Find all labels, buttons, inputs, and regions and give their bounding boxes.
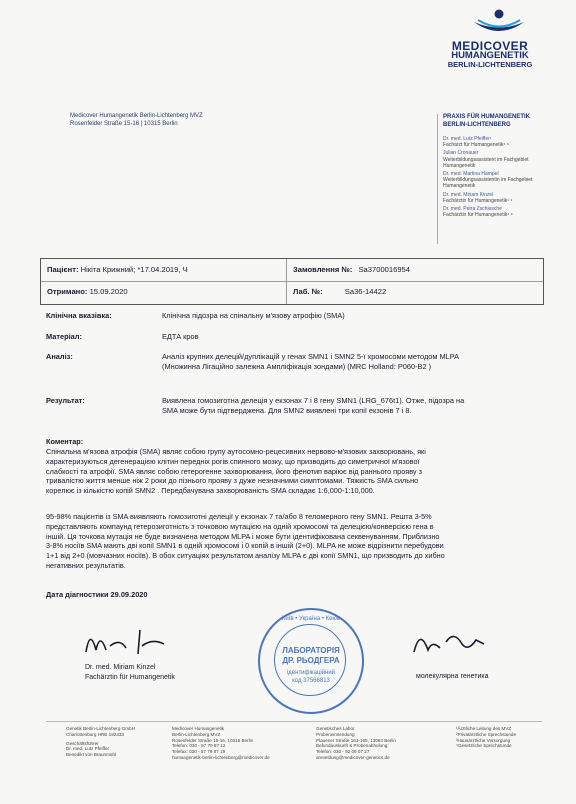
diagnosis-date: Дата діагностики 29.09.2020 (46, 590, 148, 599)
footer-line: Telefon: 030 - 57 79 87 12 (172, 743, 226, 749)
lab-value: Sa36-14422 (344, 287, 387, 296)
clinical-value: Клінічна підозра на спінальну м'язову атрофію (SMA) (162, 311, 345, 320)
comment-label: Коментар: (46, 437, 84, 446)
staff-role: Weiterbildungsassistentin im Fachgebiet Humangenetik (443, 177, 533, 190)
patient-value: Нікіта Крижний; *17.04.2019, Ч (80, 265, 188, 274)
staff-heading (443, 114, 553, 129)
staff-role: Facharzt für Humangenetik⁴ ⁶ (443, 142, 509, 149)
order-label: Замовлення №: (293, 265, 353, 274)
comment-line: 3-8% носіїв SMA мають дві копії SMN1 в одній хромосомі і 0 копій в іншій (2+0). MLPA не може відрізнити перебудови (46, 541, 444, 551)
lab-row (293, 287, 386, 296)
staff-name: Dr. med. Miriam Kinzel (443, 191, 494, 198)
footer-line: Medicover Humangenetik (172, 726, 225, 731)
comment-line: характеризуються дегенерацією клітин передніх рогів спинного мозку, що призводить до симетричної м'язової (46, 456, 420, 466)
footer-email[interactable]: anmeldung@medicover-genetics.de (316, 754, 390, 760)
footer-divider (46, 721, 542, 722)
left-signer-name: Dr. med. Miriam Kinzel (85, 664, 156, 671)
stamp-middle2: ДР. РЬОДГЕРА (282, 656, 340, 665)
left-signer-title: Fachärztin für Humangenetik (85, 674, 175, 681)
material-value: ЕДТА кров (162, 332, 199, 341)
comment-line: Спінальна м'язова атрофія (SMA) являє собою групу аутосомно-рецесивних нервово-м'язових захворювань, які (46, 447, 426, 456)
order-value: Sa3700016954 (358, 265, 411, 274)
received-row (47, 287, 128, 296)
stamp-code: код 37566813 (292, 678, 330, 684)
comment-line: тривалістю життя менше ніж 2 роки до пізнього прояву з дуже незначними симптомами. Тяжкість SMA сильно (46, 476, 419, 486)
stamp-top: Київ • Україна • Кеюв (281, 616, 341, 622)
footer-col1 (66, 726, 135, 758)
footer-line: Rosenfelder Straße 15-16, 10315 Berlin (172, 737, 254, 743)
footer-line: Geschäftsführer (66, 740, 99, 746)
patient-row (47, 265, 188, 274)
lab-label: Лаб. №: (293, 287, 323, 296)
sender-line1: Medicover Humangenetik Berlin-Lichtenberg MVZ (70, 113, 203, 119)
footer-line: Genetik Berlin-Lichtenberg GmbH (66, 726, 135, 731)
comment-paragraph-2 (46, 512, 542, 571)
footer-col2 (172, 726, 270, 761)
footer-line: ¹Ärztliche Leitung des MVZ (456, 726, 512, 731)
stamp-bottom: ідентифікаційний (286, 670, 336, 676)
staff-name: Dr. med. Petra Zschiesche (443, 206, 502, 213)
footer-line: Benedikt von Braunmühl (66, 752, 117, 758)
stamp-middle1: ЛАБОРАТОРІЯ (282, 646, 340, 655)
comment-line: негативних результатів. (46, 560, 126, 570)
brand-line2: HUMANGENETIK (451, 50, 529, 61)
staff-list (437, 114, 553, 244)
footer-line: Telefax: 030 - 57 79 87 19 (172, 749, 226, 755)
staff-name: Dr. med. Martina Hampel (443, 171, 499, 178)
analysis-label: Аналіз: (46, 352, 73, 361)
footer-email[interactable]: humangenetik-berlin-lichtenberg@medicover.de (172, 754, 270, 760)
footer-line: ³Hausärztliche Versorgung (456, 737, 511, 743)
footer-line: Plauener Straße 163-165, 13053 Berlin (316, 737, 396, 743)
clinical-label: Клінічна вказівка: (46, 311, 112, 320)
medicover-logo-icon (470, 6, 528, 40)
comment-line: слабкості та атрофії. SMA являє собою гетерогенне захворювання, його фенотип варіює від раннього прояву з (46, 466, 422, 476)
order-row (293, 265, 410, 274)
footer-line: Telefon: 030 - 92 09 07 27 (316, 749, 370, 755)
footer-line: ²Privatärztliche Sprechstunde (456, 731, 517, 737)
comment-line: 95-98% пацієнтів із SMA виявляють гомозиготні делеції у екзонах 7 та/або 8 теломерного гену SMN1. Решта 3-5% (46, 512, 432, 521)
analysis-line2: (Множинна Лігаційно залежна Ампліфікація зондами) (MRC Holland: P060-B2 ) (162, 362, 432, 371)
staff-heading-2: BERLIN-LICHTENBERG (443, 121, 511, 128)
staff-name: Dr. med. Lutz Pfeiffer¹ (443, 136, 492, 142)
patient-info-box (40, 258, 544, 305)
right-signer-title: молекулярна генетика (416, 673, 489, 680)
footer-line: Berlin-Lichtenberg MVZ (172, 731, 221, 737)
staff-name: Julian Cronauer (443, 150, 479, 157)
analysis-line1: Аналіз крупних делецій/дуплікацій у генах SMN1 і SMN2 5-ї хромосоми методом MLPA (162, 352, 460, 361)
footer-line: Befundauskunft & Probenabholung: (316, 743, 389, 749)
comment-line: іншій. Ця точкова мутація не буде визначена методом MLPA і може бути ідентифікована секвенуванням. Приблизно (46, 531, 440, 541)
lab-stamp (258, 608, 364, 714)
comment-line: представляють компаунд гетерозиготність з точковою мутацією на одній хромосомі та делецією/конверсією гена в (46, 521, 434, 531)
brand-line3: BERLIN-LICHTENBERG (447, 60, 533, 69)
brand-line1: MEDICOVER (451, 39, 529, 53)
result-label: Результат: (46, 396, 85, 405)
footer-col3 (316, 726, 396, 761)
staff-role: Fachärztin für Humangenetik¹ ⁴ (443, 197, 513, 204)
footer-line: Dr. med. Lutz Pfeiffer (66, 746, 110, 752)
footer-line: ⁴Gesetzliche Sprechstunde (456, 743, 512, 749)
right-signature (410, 622, 490, 658)
footer-col4 (456, 726, 516, 749)
brand-block (420, 39, 560, 69)
footer-line: Probeneinsendung (316, 731, 355, 737)
received-label: Отримано: (47, 287, 88, 296)
staff-role: Fachärztin für Humangenetik⁴ ⁶ (443, 212, 513, 219)
result-line2: SMA може бути підтверджена. Для SMN2 виявлені три копії екзонів 7 і 8. (162, 406, 412, 415)
received-value: 15.09.2020 (89, 287, 128, 296)
sender-line2: Rosenfelder Straße 15-16 | 10315 Berlin (70, 121, 178, 127)
staff-heading-1: PRAXIS FÜR HUMANGENETIK (443, 114, 531, 120)
patient-label: Пацієнт: (47, 265, 79, 274)
comment-line: корелює із кількістю копій SMN2 . Передбачувана захворюваність SMA складає 1:6,000-1:10,000. (46, 486, 375, 496)
comment-line: 1+1 від 2+0 (мовчазних носіїв). В обох ситуаціях результатом аналізу MLPA є дві копії SMN1, що призводить до хибно (46, 551, 445, 561)
left-signature (80, 620, 170, 660)
result-line1: Виявлена гомозиготна делеція у екзонах 7 і 8 гену SMN1 (LRG_676t1). Отже, підозра на (162, 396, 465, 405)
comment-paragraph-1 (46, 447, 542, 496)
staff-role: Weiterbildungsassistent im Fachgebiet Humangenetik (443, 156, 529, 169)
footer-line: Charlottenburg HRB 192333 (66, 731, 124, 737)
material-label: Матеріал: (46, 332, 82, 341)
sender-address (70, 112, 203, 128)
footer-line: Genetisches Labor (316, 726, 355, 731)
